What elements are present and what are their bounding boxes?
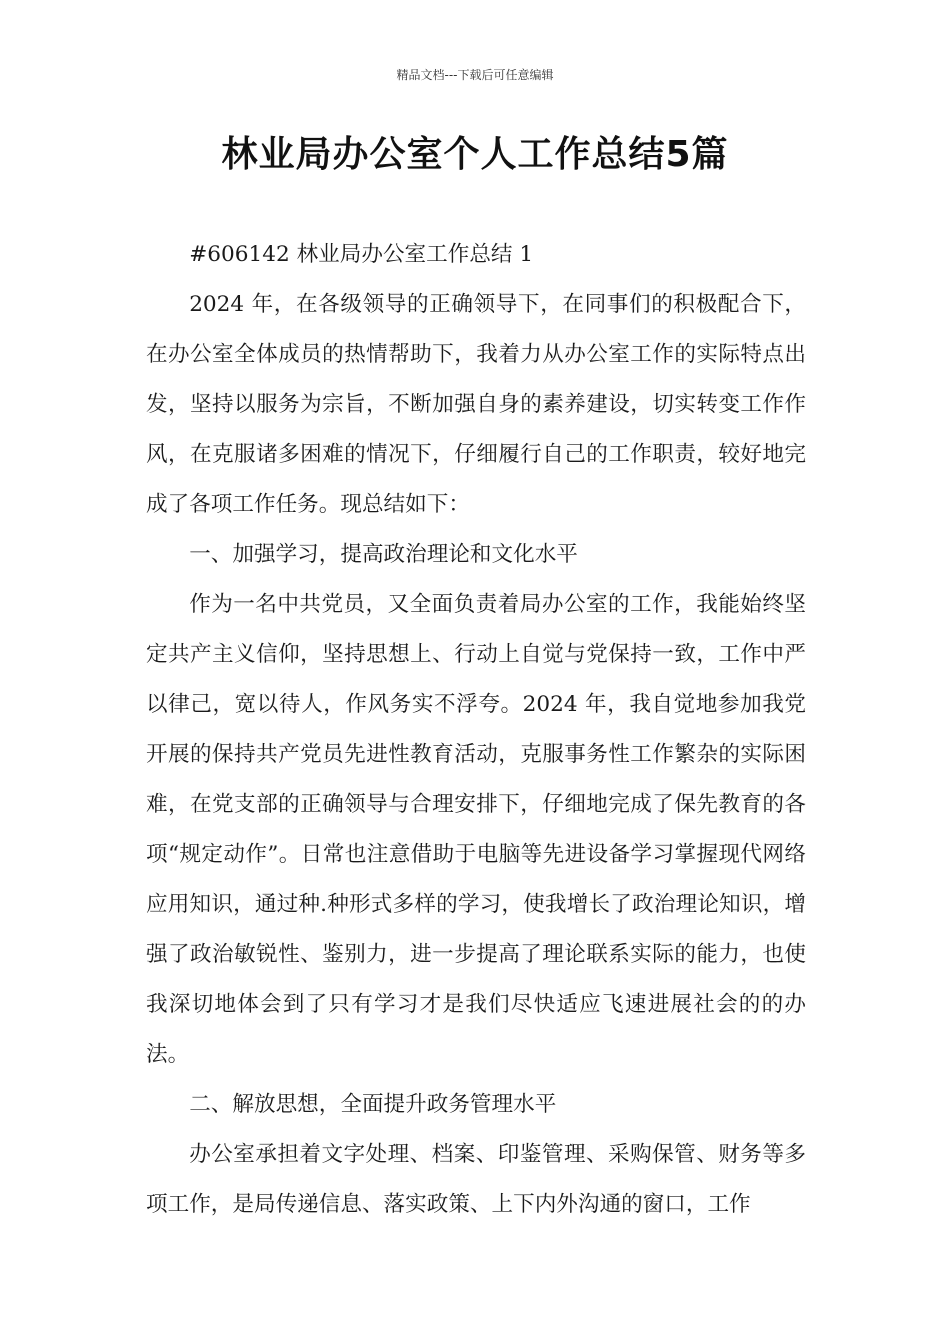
section-heading-1: #606142 林业局办公室工作总结 1 bbox=[189, 242, 534, 267]
paragraph-management: 办公室承担着文字处理、档案、印鉴管理、采购保管、财务等多项工作，是局传递信息、落实政策、上下内外沟通的窗口，工作 bbox=[146, 1142, 806, 1217]
paragraph-study: 作为一名中共党员，又全面负责着局办公室的工作，我能始终坚定共产主义信仰，坚持思想上、行动上自觉与党保持一致，工作中严以律己，宽以待人，作风务实不浮夸。2024 年，我自觉地参加我党开展的保持共产党员先进性教育活动，克服事务性工作繁杂的实际困难，在党支部的正确领导与合理安排下，仔细地完成了保先教育的各项“规定动作”。日常也注意借助于电脑等先进设备学习掌握现代网络应用知识，通过种.种形式多样的学习，使我增长了政治理论知识，增强了政治敏锐性、鉴别力，进一步提高了理论联系实际的能力，也使我深切地体会到了只有学习才是我们尽快适应飞速进展社会的的办法。 bbox=[146, 592, 806, 1067]
section-heading-management: 二、解放思想，全面提升政务管理水平 bbox=[189, 1092, 557, 1117]
header-note: 精品文档---下载后可任意编辑 bbox=[396, 68, 554, 82]
document-body bbox=[146, 230, 806, 1230]
paragraph-intro: 2024 年，在各级领导的正确领导下，在同事们的积极配合下，在办公室全体成员的热情帮助下，我着力从办公室工作的实际特点出发，坚持以服务为宗旨，不断加强自身的素养建设，切实转变工作作风，在克服诸多困难的情况下，仔细履行自己的工作职责，较好地完成了各项工作任务。现总结如下： bbox=[146, 292, 806, 517]
section-heading-study: 一、加强学习，提高政治理论和文化水平 bbox=[189, 542, 578, 567]
document-title: 林业局办公室个人工作总结5篇 bbox=[221, 134, 729, 175]
